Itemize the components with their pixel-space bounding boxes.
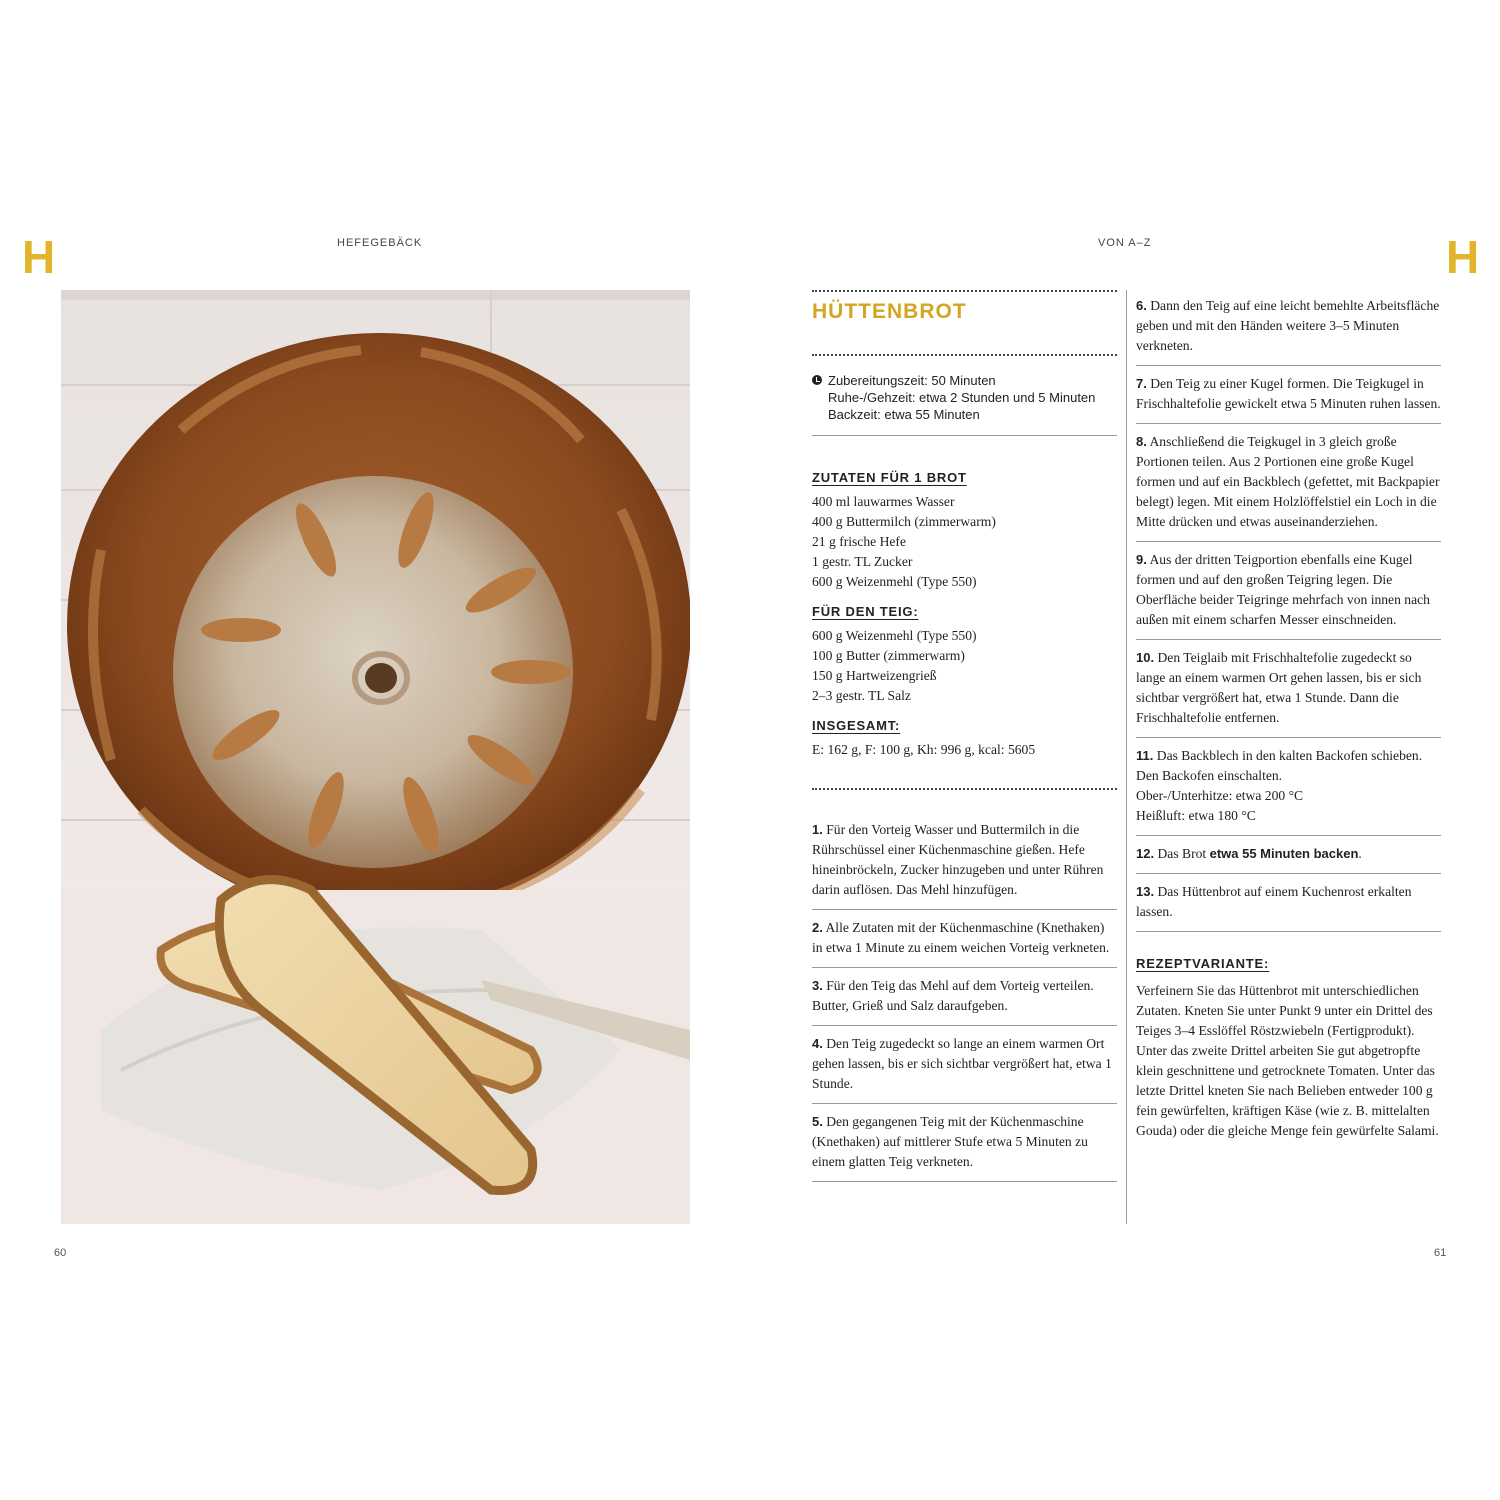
step-number: 8. bbox=[1136, 434, 1147, 449]
clock-icon bbox=[812, 372, 828, 389]
step-text: Das Brot bbox=[1154, 846, 1210, 861]
divider bbox=[812, 435, 1117, 436]
running-head-right: VON A–Z bbox=[1098, 237, 1152, 249]
step-text: Für den Teig das Mehl auf dem Vorteig verteilen. Butter, Grieß und Salz daraufgeben. bbox=[812, 978, 1094, 1013]
step-number: 2. bbox=[812, 920, 823, 935]
ingredient-item: 600 g Weizenmehl (Type 550) bbox=[812, 628, 977, 643]
column-divider bbox=[1126, 290, 1127, 1224]
bake-time: Backzeit: etwa 55 Minuten bbox=[828, 407, 980, 422]
time-row bbox=[812, 406, 1117, 423]
recipe-step-7 bbox=[1136, 366, 1441, 424]
bread-photo bbox=[61, 290, 690, 1224]
step-number: 3. bbox=[812, 978, 823, 993]
thumb-index-letter-left: H bbox=[22, 231, 56, 283]
step-text: Das Backblech in den kalten Backofen schieben. Den Backofen einschalten. bbox=[1136, 748, 1423, 783]
ingredient-item: 150 g Hartweizengrieß bbox=[812, 668, 937, 683]
step-text: Dann den Teig auf eine leicht bemehlte Arbeitsfläche geben und mit den Händen weitere 3–5 Minuten verkneten. bbox=[1136, 298, 1440, 353]
total-heading: INSGESAMT: bbox=[812, 718, 901, 733]
step-text: Den gegangenen Teig mit der Küchenmaschine (Knethaken) auf mittlerer Stufe etwa 5 Minuten zu einem glatten Teig verkneten. bbox=[812, 1114, 1088, 1169]
page-number-left: 60 bbox=[54, 1247, 67, 1259]
time-block bbox=[812, 356, 1117, 435]
prep-time: Zubereitungszeit: 50 Minuten bbox=[828, 373, 996, 388]
bread-illustration bbox=[61, 290, 690, 1224]
recipe-step-1 bbox=[812, 812, 1117, 910]
step-emphasis: etwa 55 Minuten backen bbox=[1209, 846, 1359, 861]
time-row bbox=[812, 389, 1117, 406]
recipe-step-4 bbox=[812, 1026, 1117, 1104]
variant-heading: REZEPTVARIANTE: bbox=[1136, 956, 1270, 971]
ingredients-block bbox=[812, 470, 1117, 592]
step-number: 13. bbox=[1136, 884, 1155, 899]
recipe-column-right bbox=[1136, 290, 1441, 1141]
page-number-right: 61 bbox=[1434, 1247, 1447, 1259]
ingredient-item: 400 ml lauwarmes Wasser bbox=[812, 494, 955, 509]
step-text: Den Teig zugedeckt so lange an einem warmen Ort gehen lassen, bis er sich sichtbar vergrößert hat, etwa 1 Stunde. bbox=[812, 1036, 1112, 1091]
dough-block bbox=[812, 604, 1117, 706]
step-text: Den Teig zu einer Kugel formen. Die Teigkugel in Frischhaltefolie gewickelt etwa 5 Minuten ruhen lassen. bbox=[1136, 376, 1441, 411]
step-text-tail: . bbox=[1358, 846, 1362, 861]
recipe-title: HÜTTENBROT bbox=[812, 300, 967, 323]
recipe-step-3 bbox=[812, 968, 1117, 1026]
ingredient-item: 21 g frische Hefe bbox=[812, 534, 906, 549]
recipe-step-10 bbox=[1136, 640, 1441, 738]
ingredient-item: 2–3 gestr. TL Salz bbox=[812, 688, 911, 703]
dotted-divider bbox=[812, 788, 1117, 790]
step-text: Anschließend die Teigkugel in 3 gleich große Portionen teilen. Aus 2 Portionen eine große Kugel formen und auf ein Backblech (gefettet, mit Backpapier belegt) legen. Mit einem Holzlöffelstiel ein Loch in die Mitte drücken und etwas auseinanderziehen. bbox=[1136, 434, 1440, 529]
recipe-step-13 bbox=[1136, 874, 1441, 932]
step-number: 9. bbox=[1136, 552, 1147, 567]
step-number: 1. bbox=[812, 822, 823, 837]
recipe-step-11 bbox=[1136, 738, 1441, 836]
step-number: 10. bbox=[1136, 650, 1155, 665]
recipe-step-6 bbox=[1136, 290, 1441, 366]
recipe-column-left bbox=[812, 290, 1117, 1182]
step-text: Für den Vorteig Wasser und Buttermilch in die Rührschüssel einer Küchenmaschine gießen. Hefe hineinbröckeln, Zucker hinzugeben und unter Rühren darin auflösen. Das Mehl hinzufügen. bbox=[812, 822, 1104, 897]
step-text: Alle Zutaten mit der Küchenmaschine (Knethaken) in etwa 1 Minute zu einem weichen Vorteig verkneten. bbox=[812, 920, 1110, 955]
recipe-step-8 bbox=[1136, 424, 1441, 542]
step-text: Den Teiglaib mit Frischhaltefolie zugedeckt so lange an einem warmen Ort gehen lassen, bis er sich sichtbar vergrößert hat, etwa 1 Stunde. Dann die Frischhaltefolie entfernen. bbox=[1136, 650, 1422, 725]
ingredient-item: 600 g Weizenmehl (Type 550) bbox=[812, 574, 977, 589]
time-row bbox=[812, 372, 1117, 389]
recipe-step-5 bbox=[812, 1104, 1117, 1182]
oven-convection: Heißluft: etwa 180 °C bbox=[1136, 808, 1256, 823]
nutrition-block bbox=[812, 718, 1117, 760]
step-number: 5. bbox=[812, 1114, 823, 1129]
rest-time: Ruhe-/Gehzeit: etwa 2 Stunden und 5 Minuten bbox=[828, 390, 1096, 405]
step-number: 11. bbox=[1136, 748, 1154, 763]
ingredient-item: 400 g Buttermilch (zimmerwarm) bbox=[812, 514, 996, 529]
running-head-left: HEFEGEBÄCK bbox=[337, 237, 423, 249]
recipe-step-9 bbox=[1136, 542, 1441, 640]
ingredients-heading: ZUTATEN FÜR 1 BROT bbox=[812, 470, 967, 485]
thumb-index-letter-right: H bbox=[1446, 231, 1480, 283]
nutrition-values: E: 162 g, F: 100 g, Kh: 996 g, kcal: 5605 bbox=[812, 742, 1036, 757]
step-number: 12. bbox=[1136, 846, 1155, 861]
step-number: 7. bbox=[1136, 376, 1147, 391]
oven-top-bottom-heat: Ober-/Unterhitze: etwa 200 °C bbox=[1136, 788, 1304, 803]
ingredient-item: 1 gestr. TL Zucker bbox=[812, 554, 913, 569]
variant-text: Verfeinern Sie das Hüttenbrot mit unterschiedlichen Zutaten. Kneten Sie unter Punkt 9 unter ein Drittel des Teiges 3–4 Esslöffel Röstzwiebeln (Fertigprodukt). Unter das zweite Drittel arbeiten Sie gut abgetropfte klein geschnittene und getrocknete Tomaten. Unter das letzte Drittel kneten Sie nach Belieben entweder 100 g fein gewürfelten, kräftigen Käse (wie z. B. mittelalten Gouda) oder die gleiche Menge fein gewürfelte Salami. bbox=[1136, 983, 1439, 1138]
ingredient-item: 100 g Butter (zimmerwarm) bbox=[812, 648, 965, 663]
step-number: 6. bbox=[1136, 298, 1147, 313]
dough-heading: FÜR DEN TEIG: bbox=[812, 604, 919, 619]
recipe-step-2 bbox=[812, 910, 1117, 968]
step-number: 4. bbox=[812, 1036, 823, 1051]
step-text: Aus der dritten Teigportion ebenfalls eine Kugel formen und auf den großen Teigring legen. Die Oberfläche beider Teigringe mehrfach von innen nach außen mit einem scharfen Messer einschneiden. bbox=[1136, 552, 1430, 627]
recipe-step-12 bbox=[1136, 836, 1441, 874]
step-text: Das Hüttenbrot auf einem Kuchenrost erkalten lassen. bbox=[1136, 884, 1412, 919]
